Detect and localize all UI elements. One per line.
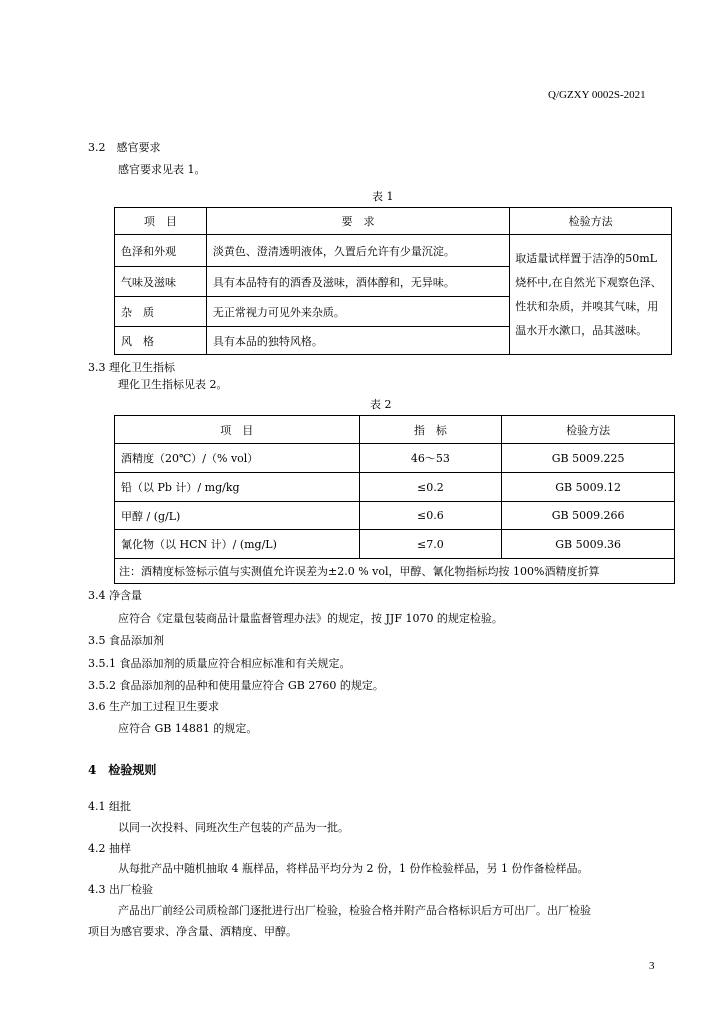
- table2-cell-value: ≤0.6: [359, 502, 502, 530]
- table1-cell-requirement: 具有本品特有的酒香及滋味，酒体醇和，无异味。: [206, 267, 509, 297]
- table2-header-method: 检验方法: [502, 416, 675, 444]
- section-4-1-heading: 4.1 组批: [88, 800, 131, 813]
- table2-header-item: 项 目: [115, 416, 360, 444]
- table2-caption: 表 2: [370, 398, 392, 411]
- table-row: [115, 235, 672, 267]
- section-3-2-body: 感官要求见表 1。: [118, 163, 206, 176]
- table1-cell-requirement: 无正常视力可见外来杂质。: [206, 297, 509, 327]
- table1-cell-item: 色泽和外观: [115, 235, 207, 267]
- table-1-sensory: [114, 207, 672, 355]
- table1-cell-item: 气味及滋味: [115, 267, 207, 297]
- section-3-6-heading: 3.6 生产加工过程卫生要求: [88, 700, 219, 713]
- table2-cell-item: 氰化物（以 HCN 计）/ (mg/L): [115, 530, 360, 559]
- section-3-6-body: 应符合 GB 14881 的规定。: [118, 722, 258, 735]
- section-4-3-body-line2: 项目为感官要求、净含量、酒精度、甲醇。: [88, 925, 297, 938]
- section-4-2-heading: 4.2 抽样: [88, 842, 131, 855]
- table2-cell-method: GB 5009.12: [502, 473, 675, 502]
- table1-caption: 表 1: [372, 190, 394, 203]
- table2-cell-method: GB 5009.36: [502, 530, 675, 559]
- table1-cell-method: 取适量试样置于洁净的50mL烧杯中,在自然光下观察色泽、性状和杂质，并嗅其气味，用温水开水漱口，品其滋味。: [510, 235, 672, 355]
- table2-cell-value: 46～53: [359, 444, 502, 473]
- table-row: [115, 502, 675, 530]
- table2-cell-item: 铅（以 Pb 计）/ mg/kg: [115, 473, 360, 502]
- table2-header-value: 指 标: [359, 416, 502, 444]
- section-4-1-body: 以同一次投料、同班次生产包装的产品为一批。: [118, 821, 349, 834]
- section-3-3-body: 理化卫生指标见表 2。: [118, 378, 228, 391]
- table2-cell-method: GB 5009.225: [502, 444, 675, 473]
- table1-cell-item: 风 格: [115, 327, 207, 355]
- table1-cell-requirement: 淡黄色、澄清透明液体，久置后允许有少量沉淀。: [206, 235, 509, 267]
- section-3-3-heading: 3.3 理化卫生指标: [88, 361, 175, 374]
- section-4-3-heading: 4.3 出厂检验: [88, 883, 153, 896]
- table2-cell-method: GB 5009.266: [502, 502, 675, 530]
- table2-note: 注：酒精度标签标示值与实测值允许误差为±2.0 % vol，甲醇、氰化物指标均按 100%酒精度折算: [115, 559, 675, 584]
- section-3-5-2: 3.5.2 食品添加剂的品种和使用量应符合 GB 2760 的规定。: [88, 679, 384, 692]
- section-3-2-heading: 3.2 感官要求: [88, 141, 161, 154]
- table1-cell-item: 杂 质: [115, 297, 207, 327]
- section-3-4-heading: 3.4 净含量: [88, 589, 142, 602]
- table1-header-method: 检验方法: [510, 208, 672, 235]
- section-3-5-heading: 3.5 食品添加剂: [88, 634, 164, 647]
- table-row: [115, 473, 675, 502]
- section-4-heading: 4 检验规则: [88, 763, 157, 777]
- section-3-4-body: 应符合《定量包装商品计量监督管理办法》的规定，按 JJF 1070 的规定检验。: [118, 612, 503, 625]
- table2-cell-item: 甲醇 / (g/L): [115, 502, 360, 530]
- table1-header-requirement: 要 求: [206, 208, 509, 235]
- section-4-2-body: 从每批产品中随机抽取 4 瓶样品，将样品平均分为 2 份，1 份作检验样品，另 1 份作备检样品。: [118, 862, 589, 875]
- document-code: Q/GZXY 0002S-2021: [548, 89, 646, 101]
- table-row: [115, 530, 675, 559]
- table1-header-item: 项 目: [115, 208, 207, 235]
- table2-cell-item: 酒精度（20℃）/（% vol）: [115, 444, 360, 473]
- section-4-3-body-line1: 产品出厂前经公司质检部门逐批进行出厂检验，检验合格并附产品合格标识后方可出厂。出厂检验: [118, 904, 591, 917]
- table2-cell-value: ≤0.2: [359, 473, 502, 502]
- section-3-5-1: 3.5.1 食品添加剂的质量应符合相应标准和有关规定。: [88, 657, 351, 670]
- table1-cell-requirement: 具有本品的独特风格。: [206, 327, 509, 355]
- page-number: 3: [649, 960, 655, 972]
- table2-cell-value: ≤7.0: [359, 530, 502, 559]
- table-row: [115, 444, 675, 473]
- table-2-physicochemical: [114, 415, 675, 584]
